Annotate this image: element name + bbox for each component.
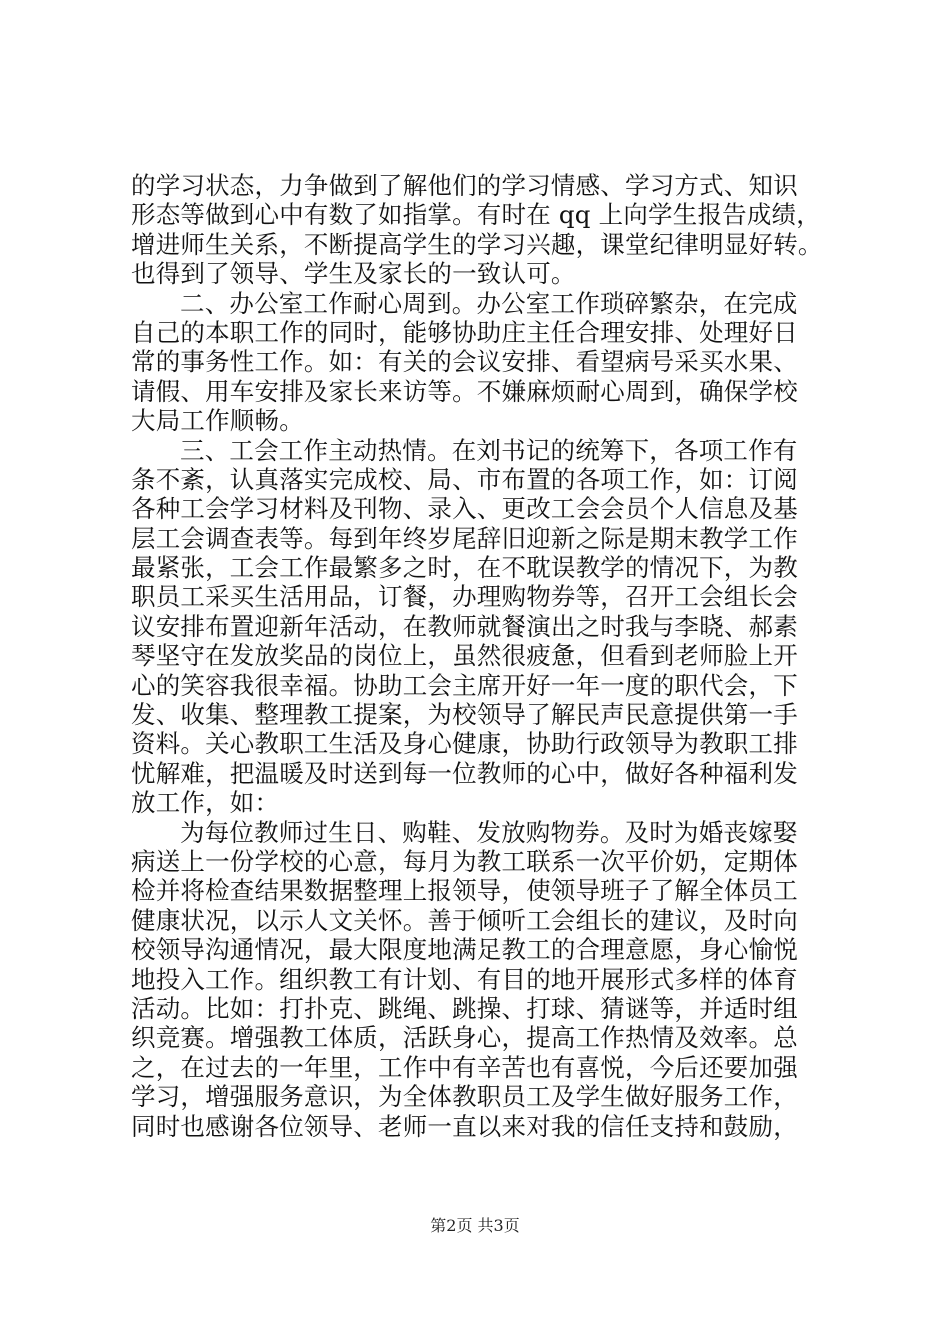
text-line: 之，在过去的一年里，工作中有辛苦也有喜悦，今后还要加强 [131,1052,798,1082]
text-line: 琴坚守在发放奖品的岗位上，虽然很疲惫，但看到老师脸上开 [131,641,798,671]
text-line: 大局工作顺畅。 [131,406,304,436]
text-line: 学习，增强服务意识，为全体教职员工及学生做好服务工作， [131,1082,798,1112]
text-line: 最紧张，工会工作最繁多之时，在不耽误教学的情况下，为教 [131,553,798,583]
text-line: 二、办公室工作耐心周到。办公室工作琐碎繁杂，在完成 [180,288,798,318]
page-footer [0,1216,950,1236]
text-line: 地投入工作。组织教工有计划、有目的地开展形式多样的体育 [131,964,798,994]
text-line: 条不紊，认真落实完成校、局、市布置的各项工作，如：订阅 [131,464,798,494]
text-line: 资料。关心教职工生活及身心健康，协助行政领导为教职工排 [131,729,798,759]
text-line: 发、收集、整理教工提案，为校领导了解民声民意提供第一手 [131,700,798,730]
text-line: 议安排布置迎新年活动，在教师就餐演出之时我与李晓、郝素 [131,611,798,641]
text-line: 心的笑容我很幸福。协助工会主席开好一年一度的职代会，下 [131,670,798,700]
text-line: 的学习状态，力争做到了解他们的学习情感、学习方式、知识 [131,171,798,200]
text-line: 校领导沟通情况，最大限度地满足教工的合理意愿，身心愉悦 [131,935,798,965]
text-line: 健康状况，以示人文关怀。善于倾听工会组长的建议，及时向 [131,905,798,935]
text-line: 同时也感谢各位领导、老师一直以来对我的信任支持和鼓励， [131,1111,798,1141]
text-line: 三、工会工作主动热情。在刘书记的统筹下，各项工作有 [180,435,798,465]
text-line: 形态等做到心中有数了如指掌。有时在 qq 上向学生报告成绩， [131,200,821,230]
text-line: 常的事务性工作。如：有关的会议安排、看望病号采买水果、 [131,347,798,377]
text-line: 放工作，如： [131,788,280,818]
text-line: 忧解难，把温暖及时送到每一位教师的心中，做好各种福利发 [131,758,798,788]
text-line: 职员工采买生活用品，订餐，办理购物券等，召开工会组长会 [131,582,798,612]
text-line: 层工会调查表等。每到年终岁尾辞旧迎新之际是期末教学工作 [131,523,798,553]
text-line: 检并将检查结果数据整理上报领导，使领导班子了解全体员工 [131,876,798,906]
text-line: 请假、用车安排及家长来访等。不嫌麻烦耐心周到，确保学校 [131,376,798,406]
text-line: 增进师生关系，不断提高学生的学习兴趣，课堂纪律明显好转。 [131,229,823,259]
text-line: 织竞赛。增强教工体质，活跃身心，提高工作热情及效率。总 [131,1023,798,1053]
text-line: 也得到了领导、学生及家长的一致认可。 [131,259,576,289]
text-line: 病送上一份学校的心意，每月为教工联系一次平价奶，定期体 [131,846,798,876]
text-line: 为每位教师过生日、购鞋、发放购物券。及时为婚丧嫁娶 [180,817,798,847]
text-line: 各种工会学习材料及刊物、录入、更改工会会员个人信息及基 [131,494,798,524]
text-line: 活动。比如：打扑克、跳绳、跳操、打球、猜谜等，并适时组 [131,993,798,1023]
text-line: 自己的本职工作的同时，能够协助庄主任合理安排、处理好日 [131,317,798,347]
page-number: 第2页 共3页 [430,1216,520,1235]
document-body [131,171,851,1141]
